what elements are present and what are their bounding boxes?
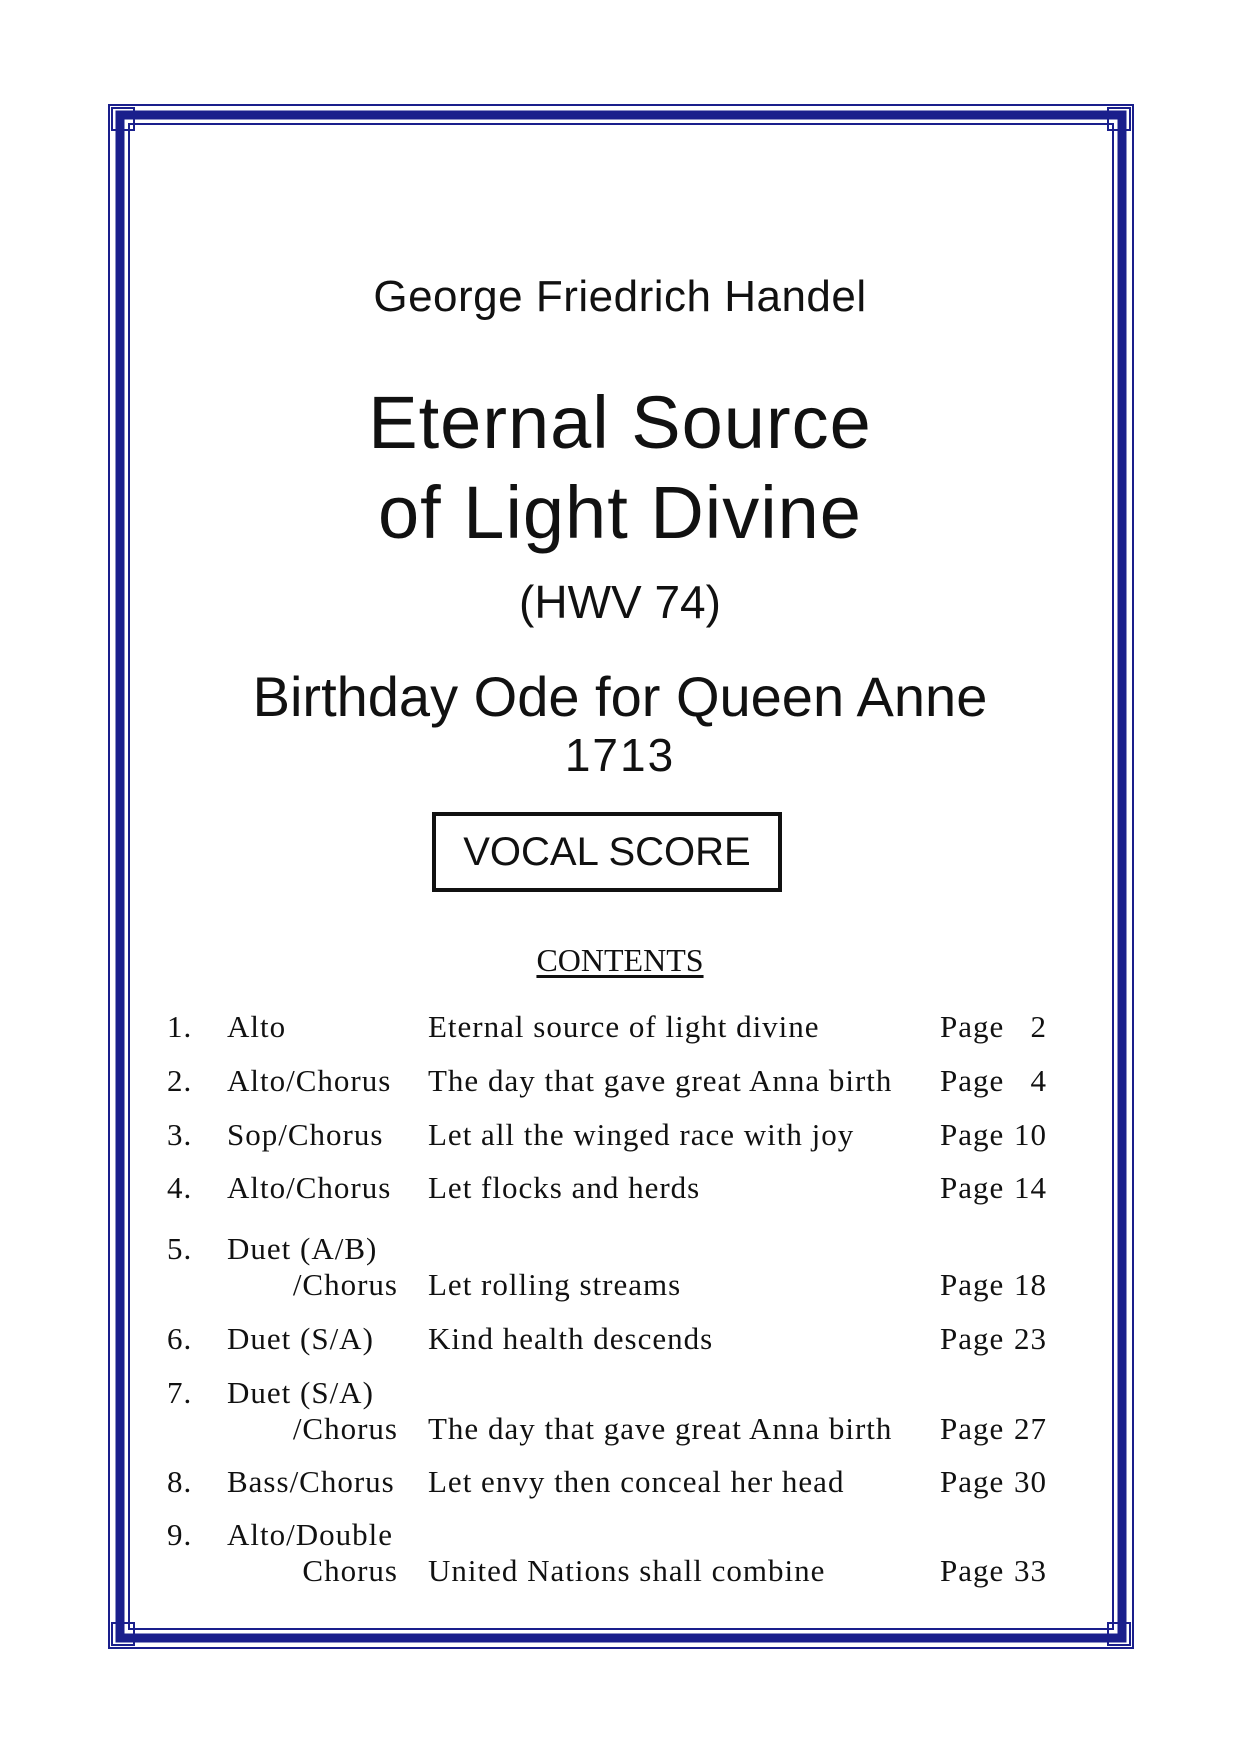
entry-voice: Sop/Chorus <box>227 1117 384 1152</box>
subtitle: Birthday Ode for Queen Anne <box>252 665 988 728</box>
entry-page-label: Page <box>940 1009 1005 1044</box>
entry-page-number: 23 <box>1014 1321 1047 1356</box>
entry-voice-continuation: /Chorus <box>292 1267 398 1302</box>
entry-text: Let rolling streams <box>428 1267 682 1302</box>
entry-number: 5. <box>167 1231 193 1266</box>
entry-voice: Alto/Chorus <box>227 1063 392 1098</box>
entry-page-number: 18 <box>1014 1267 1047 1302</box>
entry-number: 4. <box>167 1170 193 1205</box>
title-line-1: Eternal Source <box>368 381 872 464</box>
entry-page-label: Page <box>940 1267 1005 1302</box>
entry-voice: Alto/Double <box>227 1517 393 1552</box>
entry-text: Let all the winged race with joy <box>428 1117 855 1152</box>
entry-voice: Alto/Chorus <box>227 1170 392 1205</box>
entry-number: 6. <box>167 1321 193 1356</box>
entry-page-label: Page <box>940 1170 1005 1205</box>
entry-page-number: 2 <box>1030 1009 1047 1044</box>
entry-page-number: 30 <box>1014 1464 1047 1499</box>
entry-text: Let flocks and herds <box>428 1170 701 1205</box>
score-type-label: VOCAL SCORE <box>463 829 751 874</box>
entry-page-number: 14 <box>1014 1170 1047 1205</box>
catalog-number: (HWV 74) <box>519 576 721 628</box>
entry-number: 7. <box>167 1375 193 1410</box>
entry-page-number: 4 <box>1030 1063 1047 1098</box>
entry-text: United Nations shall combine <box>428 1553 826 1588</box>
entry-number: 3. <box>167 1117 193 1152</box>
entry-number: 9. <box>167 1517 193 1552</box>
entry-voice-continuation: Chorus <box>302 1553 398 1588</box>
entry-page-label: Page <box>940 1063 1005 1098</box>
entry-number: 2. <box>167 1063 193 1098</box>
entry-voice: Duet (S/A) <box>227 1375 374 1410</box>
entry-text: The day that gave great Anna birth <box>428 1411 893 1446</box>
title-line-2: of Light Divine <box>378 471 862 554</box>
entry-text: Eternal source of light divine <box>428 1009 820 1044</box>
entry-page-label: Page <box>940 1464 1005 1499</box>
entry-page-label: Page <box>940 1117 1005 1152</box>
entry-voice: Duet (A/B) <box>227 1231 378 1266</box>
contents-heading-label: CONTENTS <box>536 942 704 978</box>
entry-page-number: 27 <box>1014 1411 1047 1446</box>
entry-text: Let envy then conceal her head <box>428 1464 845 1499</box>
entry-number: 1. <box>167 1009 193 1044</box>
entry-voice: Alto <box>227 1009 287 1044</box>
entry-text: The day that gave great Anna birth <box>428 1063 893 1098</box>
entry-page-label: Page <box>940 1411 1005 1446</box>
entry-number: 8. <box>167 1464 193 1499</box>
entry-voice-continuation: /Chorus <box>292 1411 398 1446</box>
entry-voice: Duet (S/A) <box>227 1321 374 1356</box>
entry-voice: Bass/Chorus <box>227 1464 395 1499</box>
entry-page-label: Page <box>940 1321 1005 1356</box>
entry-page-number: 33 <box>1014 1553 1047 1588</box>
entry-text: Kind health descends <box>428 1321 714 1356</box>
composer-name: George Friedrich Handel <box>373 272 867 321</box>
entry-page-number: 10 <box>1014 1117 1047 1152</box>
entry-page-label: Page <box>940 1553 1005 1588</box>
year: 1713 <box>564 729 676 781</box>
